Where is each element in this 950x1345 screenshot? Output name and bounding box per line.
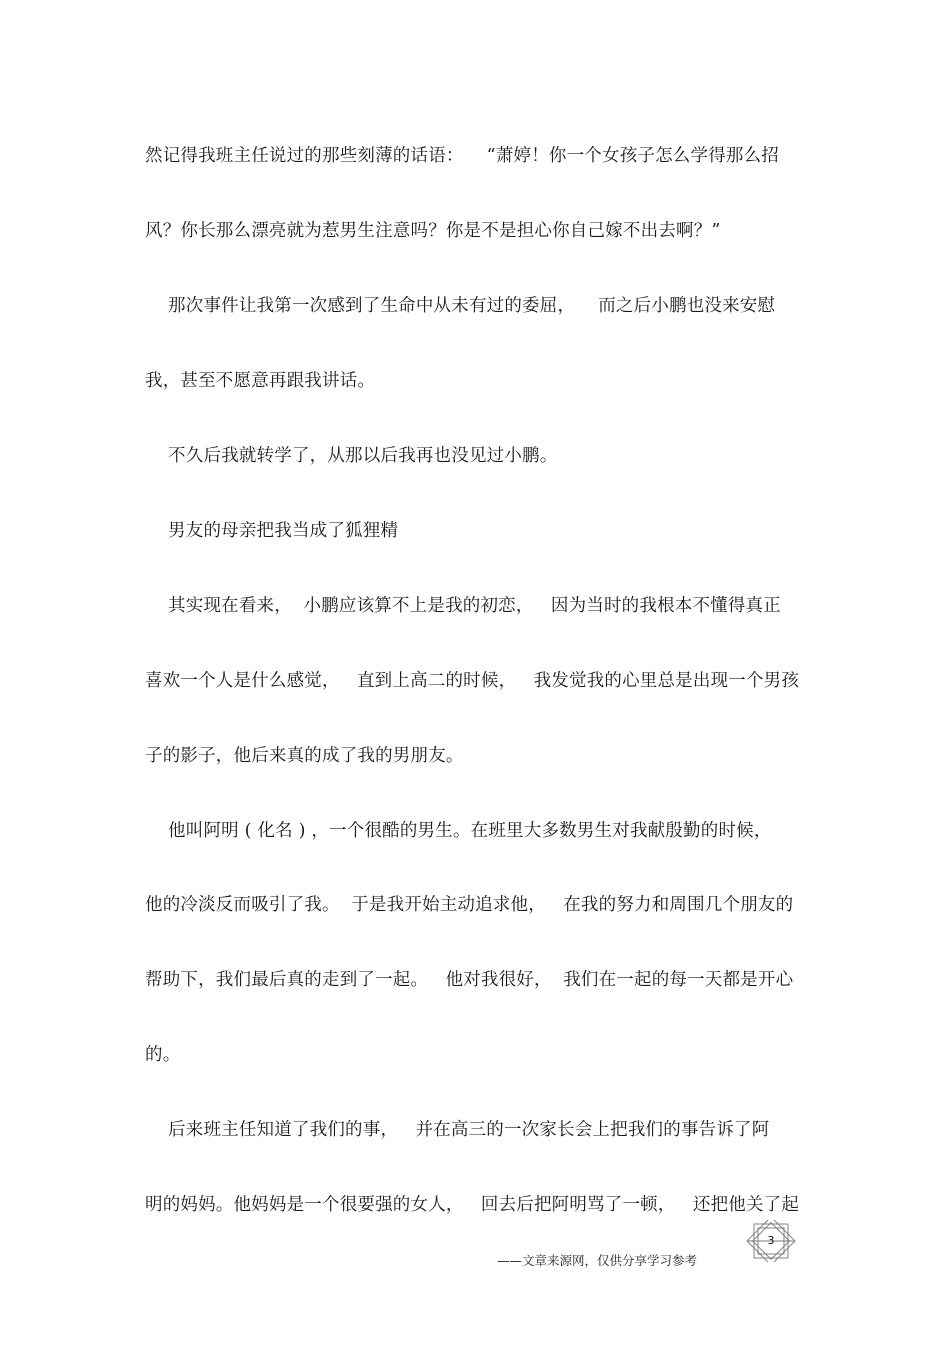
text-line: 他叫阿明 ( 化名 ) ，一个很酷的男生。在班里大多数男生对我献殷勤的时候， [145, 821, 772, 841]
text-line: 不久后我就转学了，从那以后我再也没见过小鹏。 [145, 446, 558, 466]
text-line: 他的冷淡反而吸引了我。 于是我开始主动追求他， 在我的努力和周围几个朋友的 [145, 895, 794, 915]
footer-note: ——文章来源网，仅供分享学习参考 [497, 1253, 698, 1268]
text-line: 喜欢一个人是什么感觉， 直到上高二的时候， 我发觉我的心里总是出现一个男孩 [145, 671, 800, 691]
text-line: 帮助下，我们最后真的走到了一起。 他对我很好， 我们在一起的每一天都是开心 [145, 970, 794, 990]
page-number-badge [746, 1220, 796, 1262]
text-line: 明的妈妈。他妈妈是一个很要强的女人， 回去后把阿明骂了一顿， 还把他关了起 [145, 1195, 800, 1215]
text-line: 那次事件让我第一次感到了生命中从未有过的委屈， 而之后小鹏也没来安慰 [145, 296, 776, 316]
page-number: 3 [767, 1234, 775, 1247]
text-line: 的。 [145, 1045, 181, 1065]
text-line: 后来班主任知道了我们的事， 并在高三的一次家长会上把我们的事告诉了阿 [145, 1120, 770, 1140]
text-line: 然记得我班主任说过的那些刻薄的话语： “萧婷！你一个女孩子怎么学得那么招 [145, 146, 779, 166]
text-line: 其实现在看来， 小鹏应该算不上是我的初恋， 因为当时的我根本不懂得真正 [145, 596, 781, 616]
text-line: 风？你长那么漂亮就为惹男生注意吗？你是不是担心你自己嫁不出去啊？” [145, 221, 721, 241]
section-heading: 男友的母亲把我当成了狐狸精 [145, 521, 399, 541]
text-line: 子的影子，他后来真的成了我的男朋友。 [145, 746, 464, 766]
text-line: 我，甚至不愿意再跟我讲话。 [145, 371, 376, 391]
